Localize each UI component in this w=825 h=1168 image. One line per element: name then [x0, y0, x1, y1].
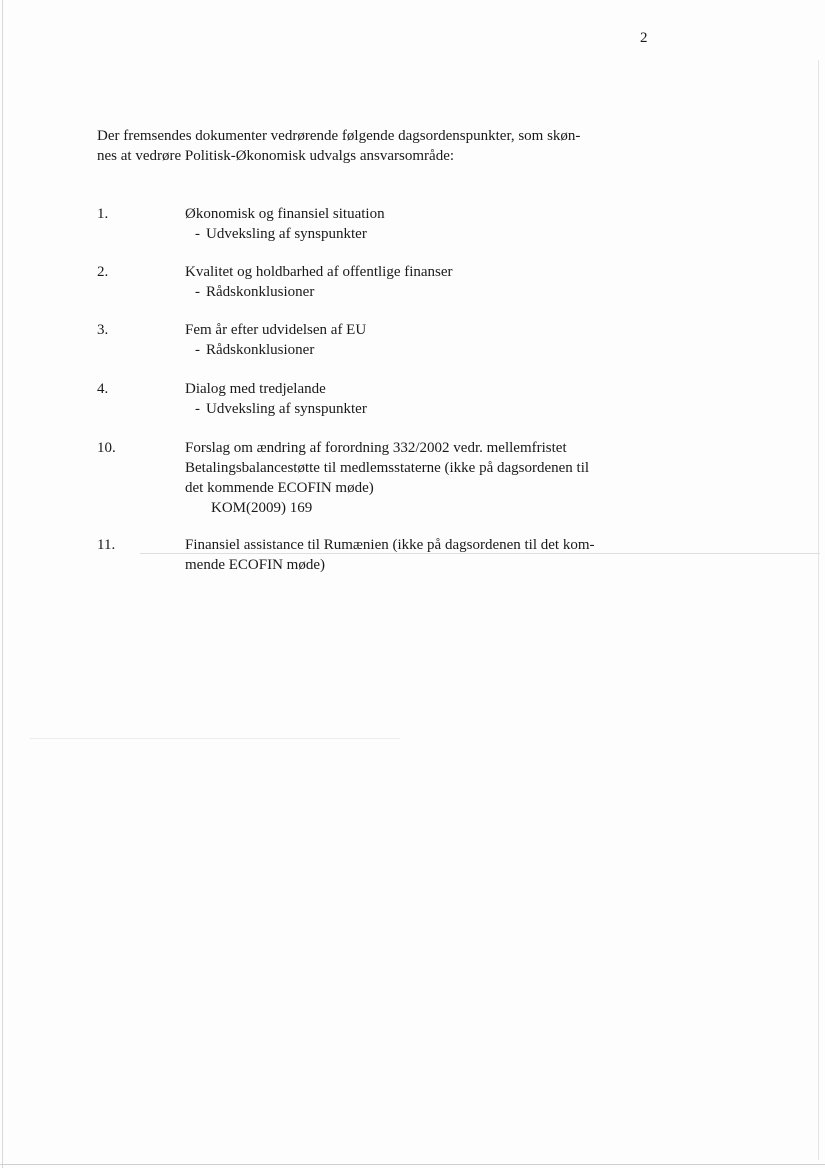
item-subtitle: - Rådskonklusioner: [195, 342, 315, 358]
item-reference: KOM(2009) 169: [211, 500, 313, 516]
item-number: 2.: [97, 264, 109, 280]
item-title-line: mende ECOFIN møde): [185, 557, 325, 573]
item-title: Kvalitet og holdbarhed af offentlige finanser: [185, 264, 453, 280]
item-body: [185, 379, 635, 419]
item-number: 10.: [97, 440, 116, 456]
item-number: 1.: [97, 206, 109, 222]
item-title: Økonomisk og finansiel situation: [185, 206, 385, 222]
item-subtitle: - Rådskonklusioner: [195, 284, 315, 300]
item-body: [185, 438, 635, 518]
item-subtitle: - Udveksling af synspunkter: [195, 226, 367, 242]
item-title-line: Betalingsbalancestøtte til medlemsstaterne (ikke på dagsordenen til: [185, 460, 590, 476]
item-body: [185, 535, 635, 575]
scan-edge-bottom: [0, 1164, 825, 1165]
item-number: 4.: [97, 381, 109, 397]
item-number: 3.: [97, 322, 109, 338]
item-body: [185, 262, 635, 302]
item-subtitle: - Udveksling af synspunkter: [195, 401, 367, 417]
item-body: [185, 204, 635, 244]
item-title-line: Finansiel assistance til Rumænien (ikke på dagsordenen til det kom-: [185, 537, 595, 553]
item-number: 11.: [97, 537, 116, 553]
intro-line: nes at vedrøre Politisk-Økonomisk udvalgs ansvarsområde:: [97, 148, 455, 164]
item-title-line: det kommende ECOFIN møde): [185, 480, 374, 496]
scan-edge-right: [818, 60, 819, 1160]
item-title-line: Forslag om ændring af forordning 332/2002 vedr. mellemfristet: [185, 440, 567, 456]
item-title: Dialog med tredjelande: [185, 381, 326, 397]
page-number: 2: [640, 30, 648, 46]
scan-artifact-line: [30, 738, 400, 739]
scan-edge-left: [2, 0, 3, 1168]
intro-line: Der fremsendes dokumenter vedrørende følgende dagsordenspunkter, som skøn-: [97, 128, 581, 144]
item-title: Fem år efter udvidelsen af EU: [185, 322, 367, 338]
intro-paragraph: [97, 126, 637, 166]
item-body: [185, 320, 635, 360]
